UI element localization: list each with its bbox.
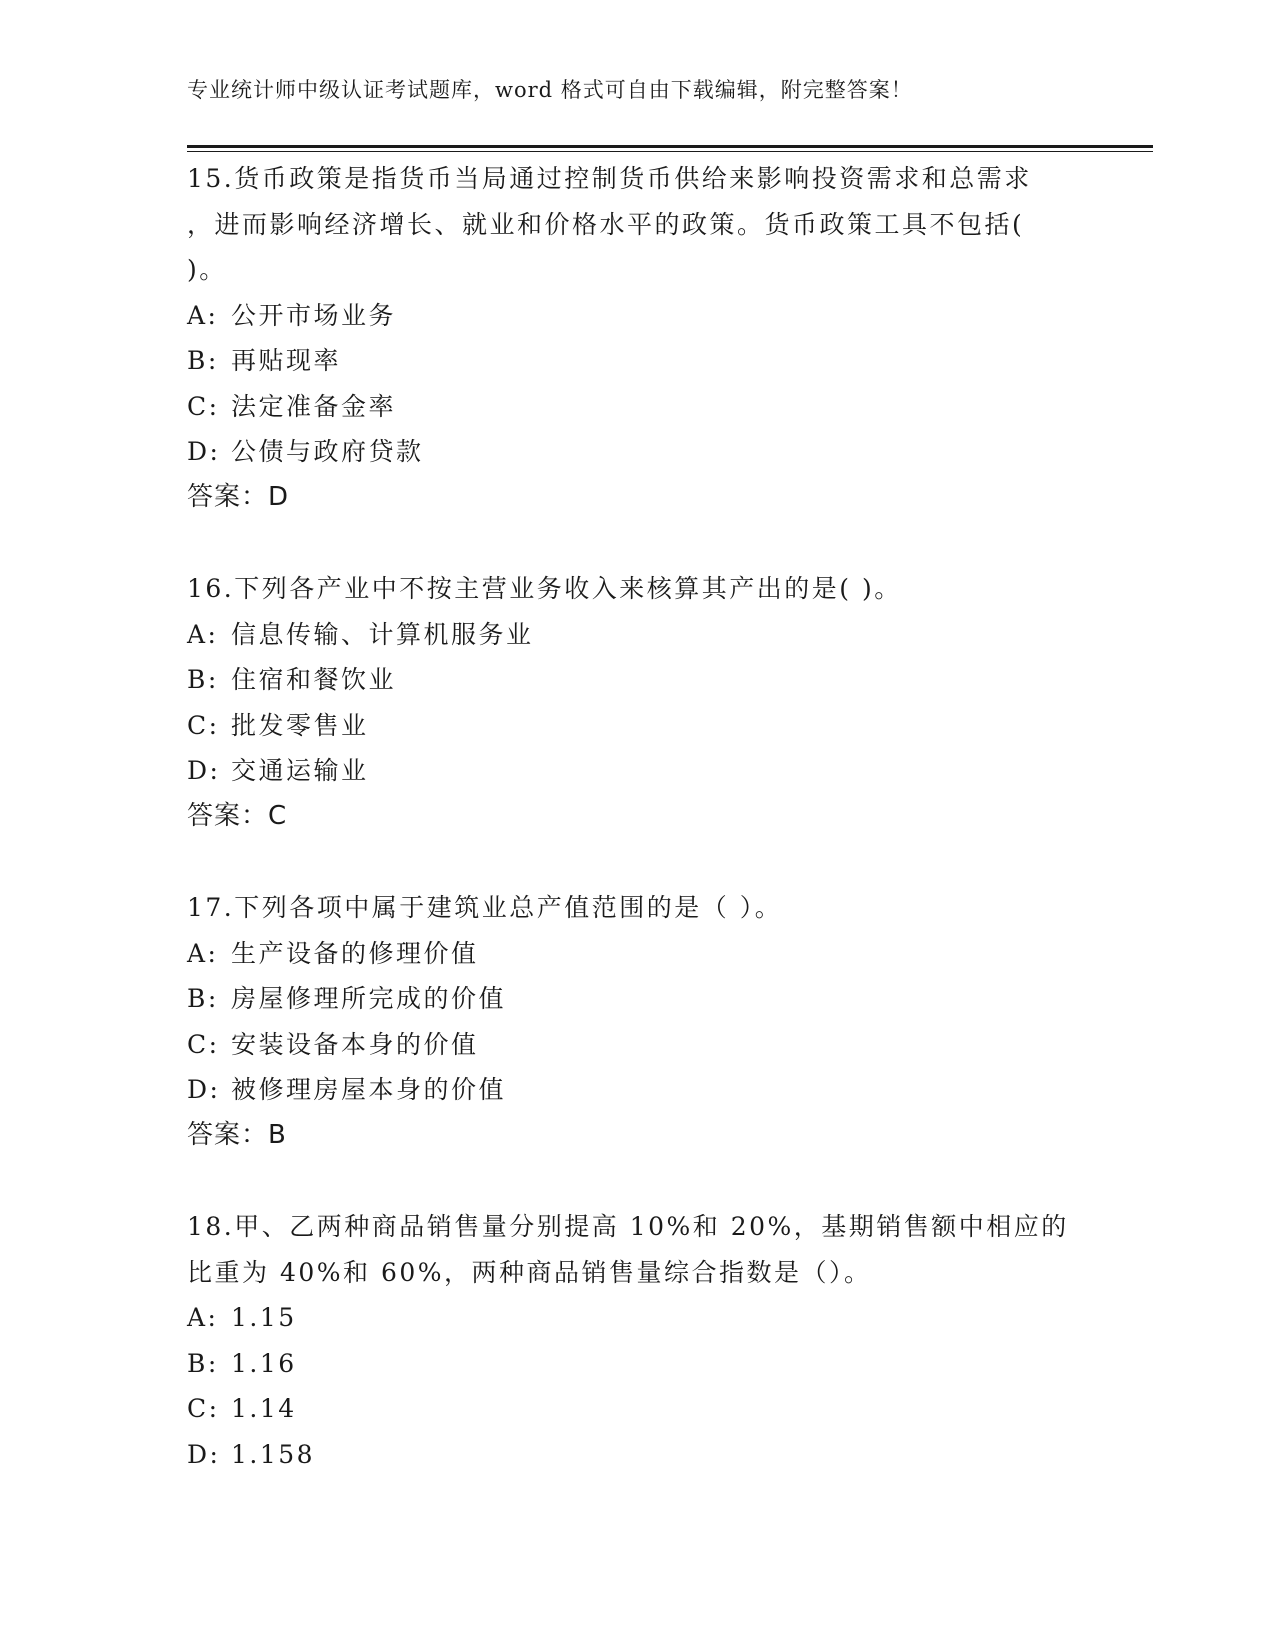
- option-letter: A:: [187, 1303, 219, 1332]
- option-letter: B:: [187, 665, 219, 694]
- question-stem-line: 比重为 40%和 60%，两种商品销售量综合指数是（）。: [187, 1257, 872, 1287]
- option-d: [187, 1432, 1087, 1478]
- question-stem-line: )。: [187, 255, 227, 284]
- question-list: [187, 156, 1087, 1523]
- option-text: 1.158: [231, 1439, 316, 1469]
- option-letter: A:: [187, 938, 219, 968]
- option-letter: B:: [187, 1348, 219, 1378]
- option-a: [187, 1295, 1087, 1341]
- option-b: [187, 976, 1087, 1022]
- option-b: [187, 338, 1087, 384]
- option-text: 法定准备金率: [231, 391, 397, 421]
- option-c: [187, 703, 1087, 749]
- option-text: 安装设备本身的价值: [231, 1029, 479, 1059]
- option-text: 住宿和餐饮业: [231, 665, 397, 694]
- option-letter: A:: [187, 619, 219, 649]
- answer-line: 答案：B: [187, 1119, 287, 1150]
- option-text: 1.15: [231, 1303, 297, 1332]
- option-letter: C:: [187, 391, 220, 421]
- option-a: [187, 931, 1087, 977]
- option-b: [187, 1341, 1087, 1387]
- option-c: [187, 1022, 1087, 1068]
- answer-line: 答案：D: [187, 481, 290, 512]
- option-text: 再贴现率: [231, 346, 342, 375]
- option-text: 1.16: [231, 1348, 297, 1378]
- option-text: 1.14: [231, 1394, 297, 1423]
- option-text: 批发零售业: [231, 710, 369, 740]
- option-letter: A:: [187, 300, 219, 330]
- option-c: [187, 384, 1087, 430]
- option-d: [187, 429, 1087, 475]
- option-letter: B:: [187, 346, 219, 375]
- question-stem-line: 16.下列各产业中不按主营业务收入来核算其产出的是( )。: [187, 574, 902, 603]
- option-a: [187, 293, 1087, 339]
- question-18: [187, 1204, 1087, 1477]
- option-a: [187, 612, 1087, 658]
- option-d: [187, 748, 1087, 794]
- question-15: [187, 156, 1087, 520]
- option-text: 房屋修理所完成的价值: [231, 984, 507, 1013]
- option-letter: D:: [187, 437, 221, 466]
- question-stem-line: 15.货币政策是指货币当局通过控制货币供给来影响投资需求和总需求: [187, 164, 1032, 193]
- option-letter: D:: [187, 1075, 221, 1104]
- option-letter: B:: [187, 984, 219, 1013]
- question-17: [187, 885, 1087, 1158]
- question-stem-line: 18.甲、乙两种商品销售量分别提高 10%和 20%，基期销售额中相应的: [187, 1212, 1069, 1241]
- option-text: 生产设备的修理价值: [231, 938, 479, 968]
- option-d: [187, 1067, 1087, 1113]
- header-rule-thin: [187, 151, 1153, 152]
- answer-line: 答案：C: [187, 800, 288, 831]
- option-letter: D:: [187, 756, 221, 785]
- option-text: 公债与政府贷款: [231, 437, 424, 466]
- question-stem-line: 17.下列各项中属于建筑业总产值范围的是（ ）。: [187, 893, 783, 922]
- option-text: 公开市场业务: [231, 300, 397, 330]
- question-16: [187, 566, 1087, 839]
- option-letter: C:: [187, 710, 220, 740]
- option-text: 被修理房屋本身的价值: [231, 1075, 507, 1104]
- option-letter: D:: [187, 1439, 221, 1469]
- header-rule-thick: [187, 145, 1153, 148]
- option-letter: C:: [187, 1394, 220, 1423]
- option-text: 交通运输业: [231, 756, 369, 785]
- option-c: [187, 1386, 1087, 1432]
- option-text: 信息传输、计算机服务业: [231, 619, 534, 649]
- option-letter: C:: [187, 1029, 220, 1059]
- question-stem-line: ，进而影响经济增长、就业和价格水平的政策。货币政策工具不包括(: [187, 209, 1025, 239]
- page-header: 专业统计师中级认证考试题库，word 格式可自由下载编辑，附完整答案！: [187, 78, 913, 102]
- option-b: [187, 657, 1087, 703]
